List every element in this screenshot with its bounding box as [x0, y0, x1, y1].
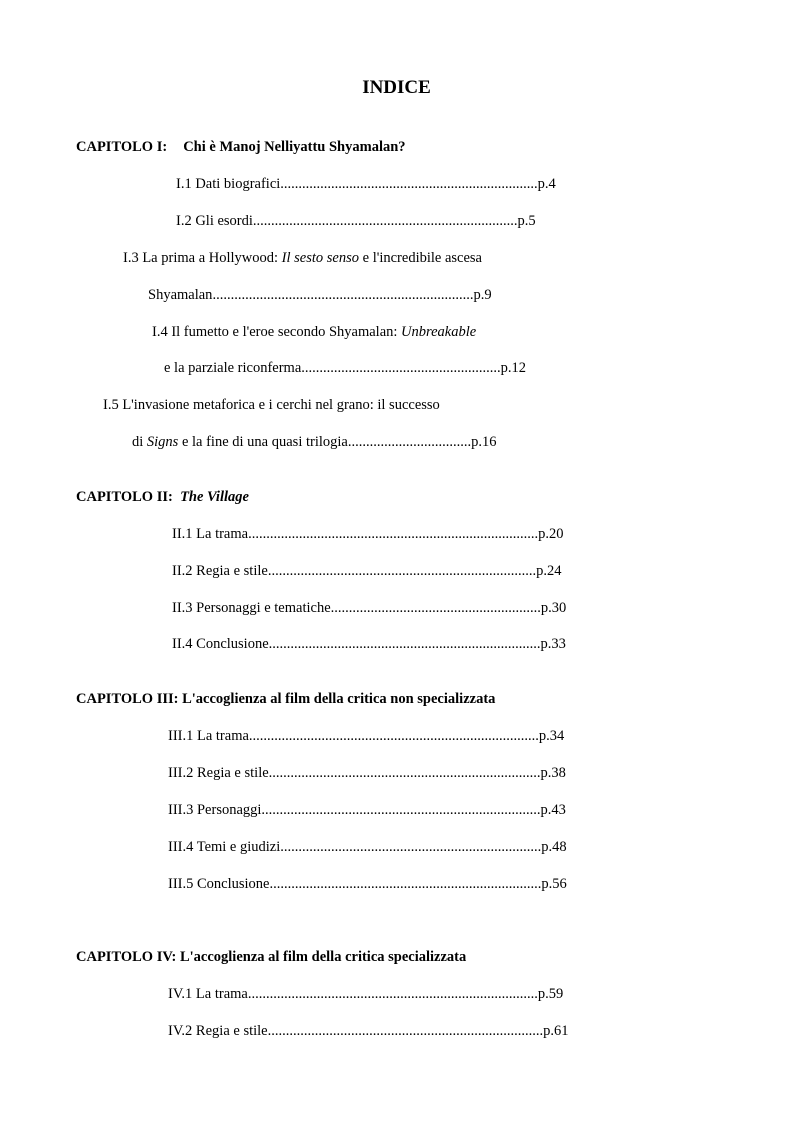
dot-leader: ........................................................................... — [268, 636, 541, 652]
entry-text-cont: e l'incredibile ascesa — [359, 250, 482, 266]
entry-text: II.2 Regia e stile — [172, 563, 268, 579]
entry-page: p.24 — [536, 563, 562, 579]
toc-entry-3-4 — [168, 838, 567, 856]
toc-entry-1-1 — [176, 175, 556, 193]
entry-text-cont: e la fine di una quasi trilogia — [178, 434, 348, 450]
entry-text: I.4 Il fumetto e l'eroe secondo Shyamalan: — [152, 324, 402, 340]
toc-entry-1-4-line1 — [152, 323, 476, 341]
film-title: Unbreakable — [401, 324, 477, 340]
dot-leader: ........................................................................ — [280, 839, 542, 855]
dot-leader: ............................................................................ — [267, 1023, 544, 1039]
toc-entry-3-3 — [168, 801, 566, 819]
entry-page: p.38 — [540, 765, 566, 781]
entry-page: p.61 — [543, 1023, 569, 1039]
dot-leader: ................................................................................ — [247, 986, 538, 1002]
chapter-4-heading — [76, 948, 466, 966]
entry-text: III.3 Personaggi — [168, 802, 262, 818]
index-title: INDICE — [362, 77, 431, 98]
chapter-3-heading — [76, 690, 495, 708]
chapter-4-title: L'accoglienza al film della critica specializzata — [179, 949, 467, 965]
toc-entry-1-3-line1 — [123, 249, 482, 267]
film-title: Il sesto senso — [281, 250, 360, 266]
entry-text: I.2 Gli esordi — [176, 213, 253, 229]
toc-entry-1-5-line1 — [103, 396, 440, 414]
entry-page: p.30 — [540, 600, 567, 616]
toc-entry-3-5 — [168, 875, 567, 893]
entry-text: II.3 Personaggi e tematiche — [172, 600, 331, 616]
entry-page: p.43 — [540, 802, 566, 818]
entry-page: p.48 — [541, 839, 567, 855]
entry-text: I.3 La prima a Hollywood: — [123, 250, 282, 266]
dot-leader: .......................................................... — [330, 600, 541, 616]
toc-entry-1-4-line2 — [164, 359, 526, 377]
entry-text: III.4 Temi e giudizi — [168, 839, 281, 855]
chapter-1-title: Chi è Manoj Nelliyattu Shyamalan? — [183, 139, 406, 155]
toc-entry-3-2 — [168, 764, 566, 782]
entry-text: IV.2 Regia e stile — [168, 1023, 268, 1039]
chapter-3-title: L'accoglienza al film della critica non specializzata — [182, 691, 496, 707]
entry-page: p.33 — [540, 636, 566, 652]
entry-page: p.34 — [538, 728, 565, 744]
entry-page: p.59 — [537, 986, 564, 1002]
toc-entry-3-1 — [168, 727, 564, 745]
chapter-2-heading — [76, 488, 249, 506]
dot-leader: ....................................................................... — [280, 176, 538, 192]
dot-leader: ........................................................................... — [268, 765, 541, 781]
toc-entry-2-1 — [172, 525, 563, 543]
entry-page: p.5 — [517, 213, 536, 229]
chapter-1-label: CAPITOLO I: — [76, 139, 168, 155]
entry-text: III.2 Regia e stile — [168, 765, 269, 781]
entry-text: II.1 La trama — [172, 526, 249, 542]
entry-page: p.56 — [541, 876, 567, 892]
toc-entry-4-1 — [168, 985, 563, 1003]
entry-text: III.1 La trama — [168, 728, 249, 744]
entry-page: p.16 — [471, 434, 497, 450]
entry-text: IV.1 La trama — [168, 986, 248, 1002]
dot-leader: ......................................................................... — [252, 213, 518, 229]
dot-leader: ............................................................................. — [261, 802, 541, 818]
film-title: Signs — [146, 434, 179, 450]
entry-text: I.1 Dati biografici — [176, 176, 281, 192]
entry-text: di — [132, 434, 147, 450]
toc-entry-2-3 — [172, 599, 566, 617]
toc-entry-4-2 — [168, 1022, 568, 1040]
entry-page: p.4 — [537, 176, 556, 192]
entry-page: p.20 — [538, 526, 564, 542]
toc-entry-1-5-line2 — [132, 433, 496, 451]
dot-leader: ................................................................................ — [248, 526, 539, 542]
entry-text: Shyamalan — [148, 287, 213, 303]
toc-entry-2-4 — [172, 635, 566, 653]
entry-text: I.5 L'invasione metaforica e i cerchi nel grano: il successo — [103, 397, 440, 413]
entry-text: e la parziale riconferma — [164, 360, 302, 376]
dot-leader: ........................................................................... — [269, 876, 542, 892]
toc-entry-1-3-line2 — [148, 286, 492, 304]
toc-entry-1-2 — [176, 212, 536, 230]
chapter-3-label: CAPITOLO III: — [76, 691, 179, 707]
dot-leader: ................................................................................ — [248, 728, 539, 744]
entry-text: II.4 Conclusione — [172, 636, 269, 652]
entry-page: p.12 — [500, 360, 527, 376]
dot-leader: ........................................................................ — [212, 287, 474, 303]
entry-text: III.5 Conclusione — [168, 876, 270, 892]
chapter-2-label: CAPITOLO II: — [76, 489, 173, 505]
dot-leader: .................................. — [347, 434, 472, 450]
dot-leader: ....................................................... — [301, 360, 501, 376]
chapter-1-heading — [76, 138, 406, 156]
chapter-2-title: The Village — [180, 489, 249, 505]
toc-entry-2-2 — [172, 562, 561, 580]
entry-page: p.9 — [473, 287, 492, 303]
dot-leader: .......................................................................... — [267, 563, 537, 579]
chapter-4-label: CAPITOLO IV: — [76, 949, 177, 965]
